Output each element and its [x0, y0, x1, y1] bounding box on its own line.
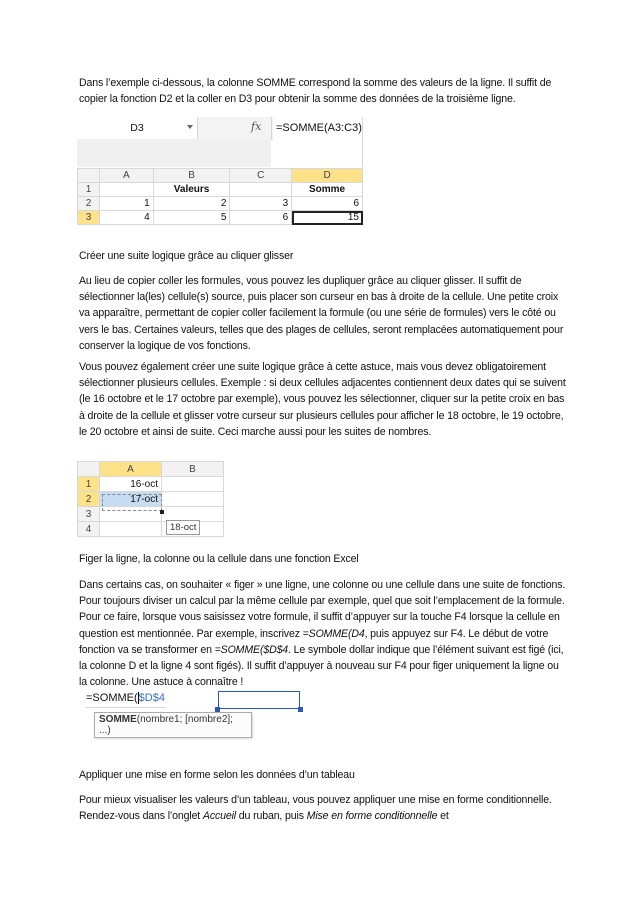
- function-hint-tooltip: SOMME(nombre1; [nombre2]; ...): [94, 712, 252, 738]
- section-heading-figer: Figer la ligne, la colonne ou la cellule dans une fonction Excel: [79, 553, 359, 565]
- formula-cell-editor[interactable]: =SOMME($D$4: [86, 689, 166, 708]
- paragraph-somme-intro: Dans l’exemple ci-dessous, la colonne SOMME correspond la somme des valeurs de la ligne. Il suffit de copier la fonction D2 et la coller en D3 pour obtenir la somme des données de la troisième ligne.: [79, 77, 552, 106]
- name-box[interactable]: D3: [77, 117, 198, 139]
- paragraph-cliquer-glisser: Au lieu de copier coller les formules, vous pouvez les dupliquer grâce au cliquer glisser. Il suffit de sélectionner la(les) cellule(s) source, puis placer son curseur en bas à droite de la cellule. Une petite croix va apparaître, permettant de copier coller facilement la formule (ou une série de formules) vers le côté ou vers le bas. Certaines valeurs, telles que des plages de cellules, seront remplacées automatiquement pour conserver la logique de vos fonctions.: [79, 275, 564, 352]
- table-row: 4: [78, 522, 224, 537]
- formula-example: =SOMME(D4: [302, 627, 365, 640]
- fx-icon: fx: [251, 120, 262, 133]
- table-row: 3: [78, 507, 224, 522]
- table-row: 1 Valeurs Somme: [78, 183, 363, 197]
- formula-input[interactable]: =SOMME(A3:C3): [273, 117, 363, 167]
- column-header-b[interactable]: B: [153, 169, 230, 183]
- table-row: 3 4 5 6 15: [78, 211, 363, 225]
- table-row: 2 17-oct: [78, 492, 224, 507]
- column-header-d[interactable]: D: [292, 169, 363, 183]
- chevron-down-icon: [187, 125, 193, 129]
- spreadsheet-grid: [77, 168, 363, 225]
- fill-range-preview: [102, 494, 162, 511]
- excel-screenshot-somme: [77, 117, 363, 237]
- fill-handle[interactable]: [160, 510, 164, 514]
- excel-screenshot-fill-dates: [77, 461, 227, 541]
- paragraph-suite-dates: Vous pouvez également créer une suite logique grâce à cette astuce, mais vous devez obligatoirement sélectionner plusieurs cellules. Exemple : si deux cellules adjacentes contiennent deux dates qui se suivent (le 16 octobre et le 17 octobre par exemple), vous pouvez les sélectionner, cliquer sur la petite croix en bas à droite de la cellule et glisser votre curseur sur plusieurs cellules pour afficher le 18 octobre, le 19 octobre, le 20 octobre et ainsi de suite. Ceci marche aussi pour les suites de nombres.: [79, 361, 566, 438]
- referenced-cell-outline: [218, 691, 300, 709]
- column-header-a[interactable]: A: [100, 462, 162, 477]
- paragraph-figer-f4: Dans certains cas, on souhaiter « figer » une ligne, une colonne ou une cellule dans une suite de fonctions. Pour toujours diviser un calcul par la même cellule par exemple, quel que soit l’emplacement de la formule. Pour ce faire, lorsque vous saisissez votre formule, il suffit d’appuyer sur la touche F4 lorsque la cellule en question est mentionnée. Par exemple, inscrivez =SOMME(D4, puis appuyez sur F4. Le début de votre fonction va se transformer en =SOMME($D$4. Le symbole dollar indique que l’élément suivant est figé (ici, la colonne D et la ligne 4 sont figés). Il suffit d’appuyer à nouveau sur F4 pour figer uniquement la ligne ou la colonne. Une astuce à connaître !: [79, 579, 566, 689]
- table-row: 1 16-oct: [78, 477, 224, 492]
- formula-fixed-example: =SOMME($D$4: [214, 643, 289, 656]
- column-header-a[interactable]: A: [99, 169, 153, 183]
- column-header-b[interactable]: B: [162, 462, 224, 477]
- selected-cell-d3[interactable]: 15: [292, 211, 363, 225]
- fill-tooltip: 18-oct: [166, 520, 200, 535]
- column-header-c[interactable]: C: [230, 169, 292, 183]
- paragraph-mise-en-forme: Pour mieux visualiser les valeurs d’un tableau, vous pouvez appliquer une mise en forme conditionnelle. Rendez-vous dans l’onglet Accueil du ruban, puis Mise en forme conditionnelle et: [79, 794, 552, 823]
- table-row: 2 1 2 3 6: [78, 197, 363, 211]
- section-heading-mise-en-forme: Appliquer une mise en forme selon les données d’un tableau: [79, 769, 355, 781]
- excel-screenshot-absolute-ref: [86, 689, 252, 739]
- section-heading-suite-logique: Créer une suite logique grâce au cliquer glisser: [79, 250, 294, 262]
